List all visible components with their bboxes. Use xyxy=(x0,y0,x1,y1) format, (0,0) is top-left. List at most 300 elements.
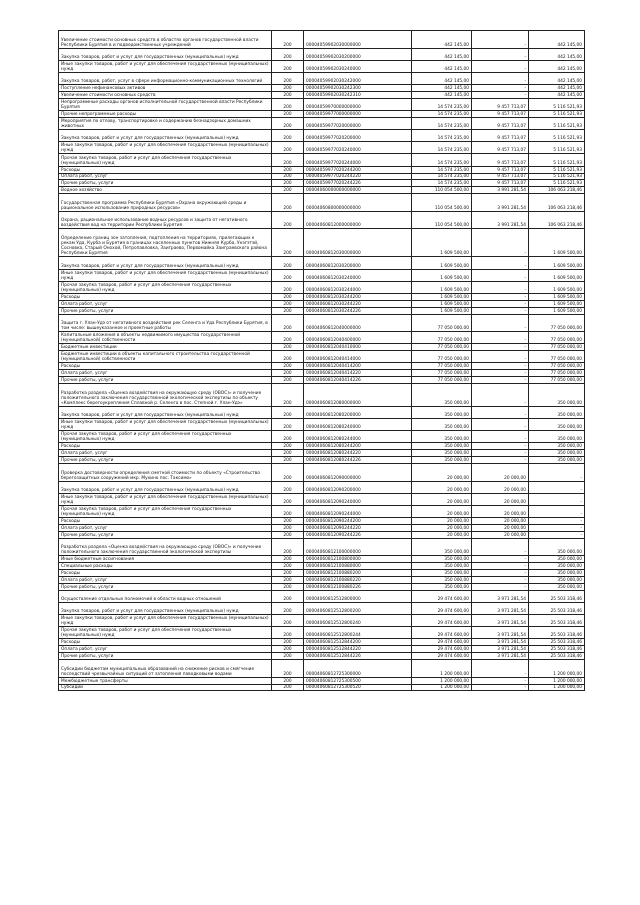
row-approved-amount: 350 000,00 xyxy=(412,457,472,464)
row-unexecuted-amount: 77 050 000,00 xyxy=(529,314,585,332)
table-row xyxy=(59,269,585,281)
row-executed-amount: 3 991 281,54 xyxy=(472,187,529,194)
row-budget-code: 00004059970000000000 xyxy=(304,98,412,110)
row-executed-amount: - xyxy=(472,563,529,570)
row-executed-amount: - xyxy=(472,418,529,430)
row-approved-amount: 1 609 500,00 xyxy=(412,300,472,307)
row-unexecuted-amount: 350 000,00 xyxy=(529,431,585,443)
row-budget-code: 00004059977000000000 xyxy=(304,111,412,118)
row-executed-amount: 20 000,00 xyxy=(472,493,529,505)
table-row xyxy=(59,660,585,678)
row-executed-amount: 9 457 713,07 xyxy=(472,180,529,187)
row-unexecuted-amount: 1 609 500,00 xyxy=(529,269,585,281)
table-row xyxy=(59,229,585,257)
row-executed-amount: 3 971 281,54 xyxy=(472,639,529,646)
row-budget-code: 00004060812080244200 xyxy=(304,443,412,450)
row-approved-amount: 442 145,00 xyxy=(412,91,472,98)
table-row xyxy=(59,72,585,84)
row-name: Межбюджетные трансферты xyxy=(59,677,272,684)
row-executed-amount: - xyxy=(472,332,529,344)
row-approved-amount: 77 050 000,00 xyxy=(412,363,472,370)
row-unexecuted-amount: 1 609 500,00 xyxy=(529,293,585,300)
row-code: 200 xyxy=(272,505,304,517)
row-name: Прочие работы, услуги xyxy=(59,377,272,384)
table-row xyxy=(59,590,585,602)
row-budget-code: 00004060812100880226 xyxy=(304,583,412,590)
row-executed-amount: 9 457 713,07 xyxy=(472,98,529,110)
row-approved-amount: 1 609 500,00 xyxy=(412,257,472,269)
row-executed-amount: 20 000,00 xyxy=(472,524,529,531)
row-approved-amount: 350 000,00 xyxy=(412,418,472,430)
row-budget-code: 00004059902030000000 xyxy=(304,31,412,49)
row-name: Охрана, рациональное использование водных ресурсов и защита от негативного воздействия вод на территории Республики Бурятия xyxy=(59,211,272,229)
row-budget-code: 00004059977020244200 xyxy=(304,166,412,173)
row-budget-code: 00004060812030240000 xyxy=(304,269,412,281)
row-name: Расходы xyxy=(59,166,272,173)
table-row xyxy=(59,60,585,72)
row-approved-amount: 350 000,00 xyxy=(412,406,472,418)
row-name: Прочие непрограммные расходы xyxy=(59,111,272,118)
row-name: Закупка товаров, работ и услуг для государственных (муниципальных) нужд xyxy=(59,602,272,614)
row-budget-code: 00004059977020244220 xyxy=(304,173,412,180)
row-executed-amount: - xyxy=(472,229,529,257)
row-unexecuted-amount: 350 000,00 xyxy=(529,406,585,418)
row-unexecuted-amount: 442 145,00 xyxy=(529,60,585,72)
row-code: 200 xyxy=(272,576,304,583)
row-unexecuted-amount: 77 050 000,00 xyxy=(529,363,585,370)
row-approved-amount: 1 609 500,00 xyxy=(412,281,472,293)
row-name: Разработка раздела «Оценка воздействия на окружающую среду (ОВОС)» и получение положительного заключения государственной экологической экспертизы по объекту «Комплекс берегоукрепления Сплавной р. Селенга в пос. Степной г. Улан-Удэ» xyxy=(59,384,272,407)
row-executed-amount: - xyxy=(472,556,529,563)
row-approved-amount: 77 050 000,00 xyxy=(412,377,472,384)
row-name: Прочие работы, услуги xyxy=(59,307,272,314)
row-unexecuted-amount: 77 050 000,00 xyxy=(529,351,585,363)
row-code: 200 xyxy=(272,481,304,493)
row-unexecuted-amount: - xyxy=(529,531,585,538)
row-approved-amount: 1 609 500,00 xyxy=(412,293,472,300)
row-unexecuted-amount: - xyxy=(529,481,585,493)
table-row xyxy=(59,627,585,639)
row-code: 200 xyxy=(272,370,304,377)
row-executed-amount: 9 457 713,07 xyxy=(472,166,529,173)
row-code: 200 xyxy=(272,602,304,614)
row-executed-amount: - xyxy=(472,370,529,377)
row-code: 200 xyxy=(272,187,304,194)
row-executed-amount: 3 971 281,54 xyxy=(472,627,529,639)
row-code: 200 xyxy=(272,677,304,684)
table-row xyxy=(59,653,585,660)
row-code: 200 xyxy=(272,377,304,384)
row-budget-code: 00004060812090000000 xyxy=(304,464,412,482)
row-budget-code: 00004060812090240000 xyxy=(304,493,412,505)
row-budget-code: 00004060812090244226 xyxy=(304,531,412,538)
row-code: 200 xyxy=(272,173,304,180)
row-name: Расходы xyxy=(59,639,272,646)
table-row xyxy=(59,180,585,187)
row-name: Мероприятия по отлову, транспортировке и содержанию безнадзорных домашних животных xyxy=(59,117,272,129)
row-code: 200 xyxy=(272,314,304,332)
row-unexecuted-amount: 1 609 500,00 xyxy=(529,229,585,257)
row-code: 200 xyxy=(272,457,304,464)
row-code: 200 xyxy=(272,154,304,166)
row-code: 200 xyxy=(272,98,304,110)
row-unexecuted-amount: 1 200 000,00 xyxy=(529,684,585,691)
row-unexecuted-amount: 106 063 218,46 xyxy=(529,187,585,194)
row-unexecuted-amount: 1 609 500,00 xyxy=(529,257,585,269)
row-approved-amount: 20 000,00 xyxy=(412,505,472,517)
row-executed-amount: - xyxy=(472,377,529,384)
table-row xyxy=(59,344,585,351)
row-unexecuted-amount: 350 000,00 xyxy=(529,583,585,590)
row-name: Закупка товаров, работ и услуг для государственных (муниципальных) нужд xyxy=(59,130,272,142)
row-approved-amount: 29 474 600,00 xyxy=(412,590,472,602)
row-budget-code: 00004060812090244000 xyxy=(304,505,412,517)
table-row xyxy=(59,257,585,269)
row-code: 200 xyxy=(272,194,304,212)
row-executed-amount: - xyxy=(472,351,529,363)
row-code: 200 xyxy=(272,117,304,129)
row-budget-code: 00004060812080244000 xyxy=(304,431,412,443)
row-name: Иные закупки товаров, работ и услуг для обеспечения государственных (муниципальных) нужд xyxy=(59,142,272,154)
row-approved-amount: 77 050 000,00 xyxy=(412,370,472,377)
table-row xyxy=(59,563,585,570)
row-executed-amount: - xyxy=(472,384,529,407)
row-executed-amount: - xyxy=(472,538,529,556)
row-budget-code: 00004060812512844226 xyxy=(304,653,412,660)
row-code: 200 xyxy=(272,556,304,563)
row-unexecuted-amount: 5 116 521,93 xyxy=(529,98,585,110)
row-unexecuted-amount: 350 000,00 xyxy=(529,576,585,583)
row-budget-code: 00004060812512800244 xyxy=(304,627,412,639)
row-approved-amount: 350 000,00 xyxy=(412,556,472,563)
row-unexecuted-amount: 25 503 318,46 xyxy=(529,639,585,646)
row-executed-amount: - xyxy=(472,85,529,92)
row-executed-amount: - xyxy=(472,406,529,418)
row-name: Прочая закупка товаров, работ и услуг для обеспечения государственных (муниципальных) нужд xyxy=(59,627,272,639)
table-row xyxy=(59,384,585,407)
table-row xyxy=(59,111,585,118)
row-code: 200 xyxy=(272,615,304,627)
table-row xyxy=(59,450,585,457)
row-approved-amount: 14 574 235,00 xyxy=(412,142,472,154)
row-code: 200 xyxy=(272,583,304,590)
row-code: 200 xyxy=(272,351,304,363)
row-executed-amount: - xyxy=(472,91,529,98)
row-approved-amount: 20 000,00 xyxy=(412,518,472,525)
row-unexecuted-amount: 106 063 218,46 xyxy=(529,211,585,229)
row-unexecuted-amount: 350 000,00 xyxy=(529,563,585,570)
row-unexecuted-amount: 350 000,00 xyxy=(529,418,585,430)
row-name: Осуществление отдельных полномочий в области водных отношений xyxy=(59,590,272,602)
row-unexecuted-amount: 350 000,00 xyxy=(529,443,585,450)
row-budget-code: 00004060812725300520 xyxy=(304,684,412,691)
row-executed-amount: 9 457 713,07 xyxy=(472,117,529,129)
row-code: 200 xyxy=(272,211,304,229)
row-unexecuted-amount: 1 609 500,00 xyxy=(529,307,585,314)
row-approved-amount: 29 474 600,00 xyxy=(412,639,472,646)
row-name: Оплата работ, услуг xyxy=(59,524,272,531)
row-code: 200 xyxy=(272,293,304,300)
table-row xyxy=(59,142,585,154)
row-budget-code: 00004060812100880200 xyxy=(304,570,412,577)
row-unexecuted-amount: 106 063 218,46 xyxy=(529,194,585,212)
row-approved-amount: 1 609 500,00 xyxy=(412,229,472,257)
row-code: 200 xyxy=(272,660,304,678)
row-budget-code: 00004060812030244000 xyxy=(304,281,412,293)
row-approved-amount: 442 145,00 xyxy=(412,85,472,92)
row-name: Бюджетные инвестиции xyxy=(59,344,272,351)
row-unexecuted-amount: 350 000,00 xyxy=(529,457,585,464)
row-unexecuted-amount: - xyxy=(529,493,585,505)
row-unexecuted-amount: 25 503 318,46 xyxy=(529,653,585,660)
row-executed-amount: - xyxy=(472,583,529,590)
row-executed-amount: - xyxy=(472,576,529,583)
table-row xyxy=(59,615,585,627)
row-unexecuted-amount: 25 503 318,46 xyxy=(529,602,585,614)
row-budget-code: 00004059902030242000 xyxy=(304,72,412,84)
row-code: 200 xyxy=(272,307,304,314)
table-row xyxy=(59,117,585,129)
row-approved-amount: 29 474 600,00 xyxy=(412,646,472,653)
row-executed-amount: - xyxy=(472,570,529,577)
row-name: Специальные расходы xyxy=(59,563,272,570)
row-name: Увеличение стоимости основных средств в областях органов государственной власти Республики Бурятия в и подведомственных учреждений xyxy=(59,31,272,49)
row-code: 200 xyxy=(272,72,304,84)
row-unexecuted-amount: 442 145,00 xyxy=(529,48,585,60)
table-row xyxy=(59,677,585,684)
table-row xyxy=(59,187,585,194)
row-executed-amount: - xyxy=(472,684,529,691)
row-budget-code: 00004059977020240000 xyxy=(304,142,412,154)
row-approved-amount: 1 200 000,00 xyxy=(412,660,472,678)
table-row xyxy=(59,464,585,482)
row-approved-amount: 1 609 500,00 xyxy=(412,307,472,314)
row-budget-code: 00004060812040414220 xyxy=(304,370,412,377)
table-row xyxy=(59,531,585,538)
row-approved-amount: 77 050 000,00 xyxy=(412,332,472,344)
row-budget-code: 00004060812080240000 xyxy=(304,418,412,430)
row-approved-amount: 14 574 235,00 xyxy=(412,98,472,110)
row-unexecuted-amount: 442 145,00 xyxy=(529,72,585,84)
row-name: Прочие работы, услуги xyxy=(59,583,272,590)
row-approved-amount: 350 000,00 xyxy=(412,538,472,556)
row-budget-code: 00004060812000000000 xyxy=(304,211,412,229)
row-budget-code: 00004060812040000000 xyxy=(304,314,412,332)
row-unexecuted-amount: 5 116 521,93 xyxy=(529,180,585,187)
table-row xyxy=(59,332,585,344)
row-name: Оплата работ, услуг xyxy=(59,646,272,653)
row-unexecuted-amount: 350 000,00 xyxy=(529,450,585,457)
row-budget-code: 00004060812090244200 xyxy=(304,518,412,525)
table-row xyxy=(59,418,585,430)
row-approved-amount: 14 574 235,00 xyxy=(412,166,472,173)
row-code: 200 xyxy=(272,443,304,450)
table-row xyxy=(59,583,585,590)
row-code: 200 xyxy=(272,257,304,269)
row-approved-amount: 110 054 500,00 xyxy=(412,187,472,194)
row-budget-code: 00004060812090200000 xyxy=(304,481,412,493)
row-name: Закупка товаров, работ и услуг для государственных (муниципальных) нужд xyxy=(59,257,272,269)
row-executed-amount: - xyxy=(472,300,529,307)
row-executed-amount: 9 457 713,07 xyxy=(472,130,529,142)
row-code: 200 xyxy=(272,384,304,407)
row-name: Оплата работ, услуг xyxy=(59,370,272,377)
table-row xyxy=(59,370,585,377)
row-code: 200 xyxy=(272,531,304,538)
row-executed-amount: - xyxy=(472,60,529,72)
row-name: Иные закупки товаров, работ и услуг для обеспечения государственных (муниципальных) нужд xyxy=(59,269,272,281)
row-name: Расходы xyxy=(59,443,272,450)
row-approved-amount: 14 574 235,00 xyxy=(412,180,472,187)
table-row xyxy=(59,85,585,92)
row-unexecuted-amount: - xyxy=(529,518,585,525)
table-row xyxy=(59,98,585,110)
row-executed-amount: 3 971 281,54 xyxy=(472,590,529,602)
table-row xyxy=(59,154,585,166)
row-executed-amount: 9 457 713,07 xyxy=(472,154,529,166)
row-name: Поступление нефинансовых активов xyxy=(59,85,272,92)
table-row xyxy=(59,457,585,464)
row-name: Иные бюджетные ассигнования xyxy=(59,556,272,563)
table-row xyxy=(59,481,585,493)
table-row xyxy=(59,538,585,556)
row-executed-amount: 3 971 281,54 xyxy=(472,615,529,627)
row-code: 200 xyxy=(272,464,304,482)
table-row xyxy=(59,91,585,98)
row-code: 200 xyxy=(272,85,304,92)
row-code: 200 xyxy=(272,180,304,187)
row-executed-amount: - xyxy=(472,31,529,49)
row-budget-code: 00004060812512800200 xyxy=(304,602,412,614)
row-unexecuted-amount: 5 116 521,93 xyxy=(529,111,585,118)
row-unexecuted-amount: 1 200 000,00 xyxy=(529,660,585,678)
row-code: 200 xyxy=(272,142,304,154)
row-unexecuted-amount: 77 050 000,00 xyxy=(529,377,585,384)
row-budget-code: 00004060812040400000 xyxy=(304,332,412,344)
table-row xyxy=(59,646,585,653)
row-name: Субсидии бюджетам муниципальных образований на снижение рисков и смягчение последствий чрезвычайных ситуаций от затопления паводковыми водами xyxy=(59,660,272,678)
row-code: 200 xyxy=(272,538,304,556)
row-budget-code: 00004060812040414226 xyxy=(304,377,412,384)
row-name: Оплата работ, услуг xyxy=(59,173,272,180)
row-unexecuted-amount: 25 503 318,46 xyxy=(529,615,585,627)
row-approved-amount: 29 474 600,00 xyxy=(412,615,472,627)
row-approved-amount: 77 050 000,00 xyxy=(412,314,472,332)
row-name: Иные закупки товаров, работ и услуг для обеспечения государственных (муниципальных) нужд xyxy=(59,418,272,430)
row-name: Прочая закупка товаров, работ и услуг для обеспечения государственных (муниципальных) нужд xyxy=(59,281,272,293)
row-code: 200 xyxy=(272,166,304,173)
row-budget-code: 00004060812512844200 xyxy=(304,639,412,646)
row-approved-amount: 350 000,00 xyxy=(412,583,472,590)
row-unexecuted-amount: 442 145,00 xyxy=(529,85,585,92)
row-budget-code: 00004060812030200000 xyxy=(304,257,412,269)
row-name: Закупка товаров, работ и услуг для государственных (муниципальных) нужд xyxy=(59,406,272,418)
row-unexecuted-amount: 5 116 521,93 xyxy=(529,166,585,173)
row-unexecuted-amount: 350 000,00 xyxy=(529,556,585,563)
row-executed-amount: 20 000,00 xyxy=(472,481,529,493)
row-unexecuted-amount: 5 116 521,93 xyxy=(529,173,585,180)
row-budget-code: 00004060812512800000 xyxy=(304,590,412,602)
table-row xyxy=(59,173,585,180)
row-budget-code: 00004060812040414200 xyxy=(304,363,412,370)
row-executed-amount: 9 457 713,07 xyxy=(472,173,529,180)
table-row xyxy=(59,570,585,577)
table-row xyxy=(59,300,585,307)
row-approved-amount: 350 000,00 xyxy=(412,431,472,443)
row-budget-code: 00004060812725300500 xyxy=(304,677,412,684)
row-unexecuted-amount: 350 000,00 xyxy=(529,538,585,556)
row-code: 200 xyxy=(272,363,304,370)
row-code: 200 xyxy=(272,48,304,60)
table-row xyxy=(59,351,585,363)
table-row xyxy=(59,684,585,691)
row-code: 200 xyxy=(272,493,304,505)
row-unexecuted-amount: 77 050 000,00 xyxy=(529,344,585,351)
row-name: Прочая закупка товаров, работ и услуг для обеспечения государственных (муниципальных) нужд xyxy=(59,154,272,166)
row-name: Закупка товаров, работ и услуг для государственных (муниципальных) нужд xyxy=(59,481,272,493)
row-unexecuted-amount: 25 503 318,46 xyxy=(529,646,585,653)
row-approved-amount: 1 609 500,00 xyxy=(412,269,472,281)
row-unexecuted-amount: 1 609 500,00 xyxy=(529,281,585,293)
table-row xyxy=(59,363,585,370)
row-budget-code: 00004060812512844220 xyxy=(304,646,412,653)
row-code: 200 xyxy=(272,130,304,142)
row-name: Водное хозяйство xyxy=(59,187,272,194)
row-code: 200 xyxy=(272,639,304,646)
row-name: Проверка достоверности определения сметной стоимости по объекту «Строительство берегозащитных сооружений мкр. Мухино пос. Таксимо» xyxy=(59,464,272,482)
row-budget-code: 00004060812040410000 xyxy=(304,344,412,351)
row-approved-amount: 350 000,00 xyxy=(412,384,472,407)
row-unexecuted-amount: 77 050 000,00 xyxy=(529,370,585,377)
row-approved-amount: 350 000,00 xyxy=(412,450,472,457)
row-executed-amount: 9 457 713,07 xyxy=(472,142,529,154)
row-name: Разработка раздела «Оценка воздействия на окружающую среду (ОВОС)» и получение положительного заключения государственной экологической экспертизы xyxy=(59,538,272,556)
row-name: Субсидии xyxy=(59,684,272,691)
row-budget-code: 00004060800000000000 xyxy=(304,194,412,212)
row-name: Государственная программа Республики Бурятия «Охрана окружающей среды и рациональное использование природных ресурсов» xyxy=(59,194,272,212)
row-name: Оплата работ, услуг xyxy=(59,576,272,583)
row-name: Расходы xyxy=(59,363,272,370)
row-budget-code: 00004060000000000000 xyxy=(304,187,412,194)
row-executed-amount: 20 000,00 xyxy=(472,518,529,525)
row-approved-amount: 442 145,00 xyxy=(412,72,472,84)
row-code: 200 xyxy=(272,627,304,639)
row-executed-amount: - xyxy=(472,363,529,370)
row-name: Прочая закупка товаров, работ и услуг для обеспечения государственных (муниципальных) нужд xyxy=(59,505,272,517)
row-executed-amount: 20 000,00 xyxy=(472,505,529,517)
row-budget-code: 00004060812100800000 xyxy=(304,556,412,563)
row-budget-code: 00004060812100000000 xyxy=(304,538,412,556)
row-code: 200 xyxy=(272,344,304,351)
row-approved-amount: 350 000,00 xyxy=(412,576,472,583)
row-executed-amount: - xyxy=(472,660,529,678)
row-budget-code: 00004059977020244226 xyxy=(304,180,412,187)
row-budget-code: 00004060812030000000 xyxy=(304,229,412,257)
row-name: Защита г. Улан-Удэ от негативного воздействия рек Селенга и Уда Республики Бурятия, в том числе: вышеуказанное и проектные работы xyxy=(59,314,272,332)
row-unexecuted-amount: 5 116 521,93 xyxy=(529,142,585,154)
row-executed-amount: 9 457 713,07 xyxy=(472,111,529,118)
row-executed-amount: - xyxy=(472,281,529,293)
row-approved-amount: 350 000,00 xyxy=(412,570,472,577)
table-row xyxy=(59,431,585,443)
row-executed-amount: - xyxy=(472,314,529,332)
row-approved-amount: 20 000,00 xyxy=(412,481,472,493)
row-executed-amount: - xyxy=(472,457,529,464)
table-row xyxy=(59,307,585,314)
row-executed-amount: - xyxy=(472,443,529,450)
row-code: 200 xyxy=(272,31,304,49)
row-unexecuted-amount: - xyxy=(529,524,585,531)
